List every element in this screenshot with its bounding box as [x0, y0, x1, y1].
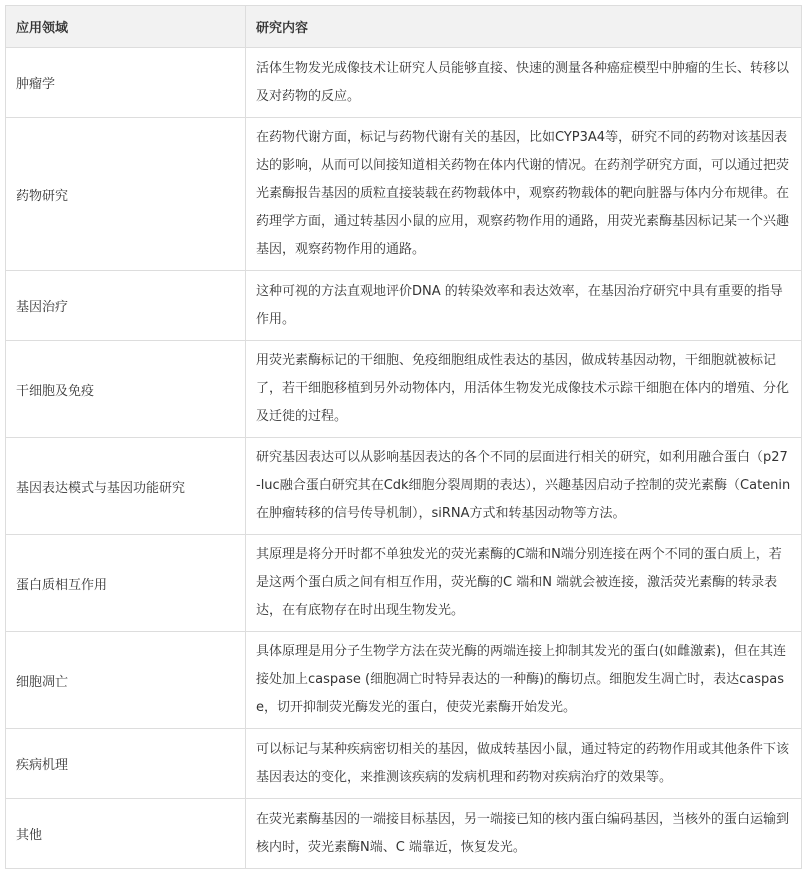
- table-row: [6, 535, 802, 632]
- row-field: 肿瘤学: [6, 48, 246, 118]
- table-header-row: [6, 6, 802, 48]
- header-research-content: 研究内容: [246, 6, 802, 48]
- row-content: 这种可视的方法直观地评价DNA 的转染效率和表达效率，在基因治疗研究中具有重要的指导作用。: [246, 271, 802, 341]
- row-content: 在荧光素酶基因的一端接目标基因，另一端接已知的核内蛋白编码基因，当核外的蛋白运输到核内时，荧光素酶N端、C 端靠近，恢复发光。: [246, 799, 802, 869]
- table-row: [6, 341, 802, 438]
- row-content: 其原理是将分开时都不单独发光的荧光素酶的C端和N端分别连接在两个不同的蛋白质上，若是这两个蛋白质之间有相互作用，荧光酶的C 端和N 端就会被连接，激活荧光素酶的转录表达，在有底物存在时出现生物发光。: [246, 535, 802, 632]
- row-field: 基因表达模式与基因功能研究: [6, 438, 246, 535]
- table-row: [6, 271, 802, 341]
- row-content: 具体原理是用分子生物学方法在荧光酶的两端连接上抑制其发光的蛋白(如雌激素)，但在其连接处加上caspase (细胞凋亡时特异表达的一种酶)的酶切点。细胞发生凋亡时，表达caspase，切开抑制荧光酶发光的蛋白，使荧光素酶开始发光。: [246, 632, 802, 729]
- row-content: 在药物代谢方面，标记与药物代谢有关的基因，比如CYP3A4等，研究不同的药物对该基因表达的影响，从而可以间接知道相关药物在体内代谢的情况。在药剂学研究方面，可以通过把荧光素酶报告基因的质粒直接装载在药物载体中，观察药物载体的靶向脏器与体内分布规律。在药理学方面，通过转基因小鼠的应用，观察药物作用的通路，用荧光素酶基因标记某一个兴趣基因，观察药物作用的通路。: [246, 118, 802, 271]
- row-field: 其他: [6, 799, 246, 869]
- table-row: [6, 438, 802, 535]
- table-row: [6, 48, 802, 118]
- table-row: [6, 729, 802, 799]
- row-field: 细胞凋亡: [6, 632, 246, 729]
- row-content: 可以标记与某种疾病密切相关的基因，做成转基因小鼠，通过特定的药物作用或其他条件下该基因表达的变化，来推测该疾病的发病机理和药物对疾病治疗的效果等。: [246, 729, 802, 799]
- row-field: 干细胞及免疫: [6, 341, 246, 438]
- row-content: 活体生物发光成像技术让研究人员能够直接、快速的测量各种癌症模型中肿瘤的生长、转移以及对药物的反应。: [246, 48, 802, 118]
- row-field: 蛋白质相互作用: [6, 535, 246, 632]
- row-content: 研究基因表达可以从影响基因表达的各个不同的层面进行相关的研究，如利用融合蛋白（p27-luc融合蛋白研究其在Cdk细胞分裂周期的表达），兴趣基因启动子控制的荧光素酶（Catenin在肿瘤转移的信号传导机制），siRNA方式和转基因动物等方法。: [246, 438, 802, 535]
- header-application-field: 应用领域: [6, 6, 246, 48]
- table-row: [6, 799, 802, 869]
- table-row: [6, 632, 802, 729]
- row-field: 基因治疗: [6, 271, 246, 341]
- row-field: 药物研究: [6, 118, 246, 271]
- row-content: 用荧光素酶标记的干细胞、免疫细胞组成性表达的基因，做成转基因动物，干细胞就被标记了，若干细胞移植到另外动物体内，用活体生物发光成像技术示踪干细胞在体内的增殖、分化及迁徙的过程。: [246, 341, 802, 438]
- row-field: 疾病机理: [6, 729, 246, 799]
- application-table: [5, 5, 802, 869]
- table-row: [6, 118, 802, 271]
